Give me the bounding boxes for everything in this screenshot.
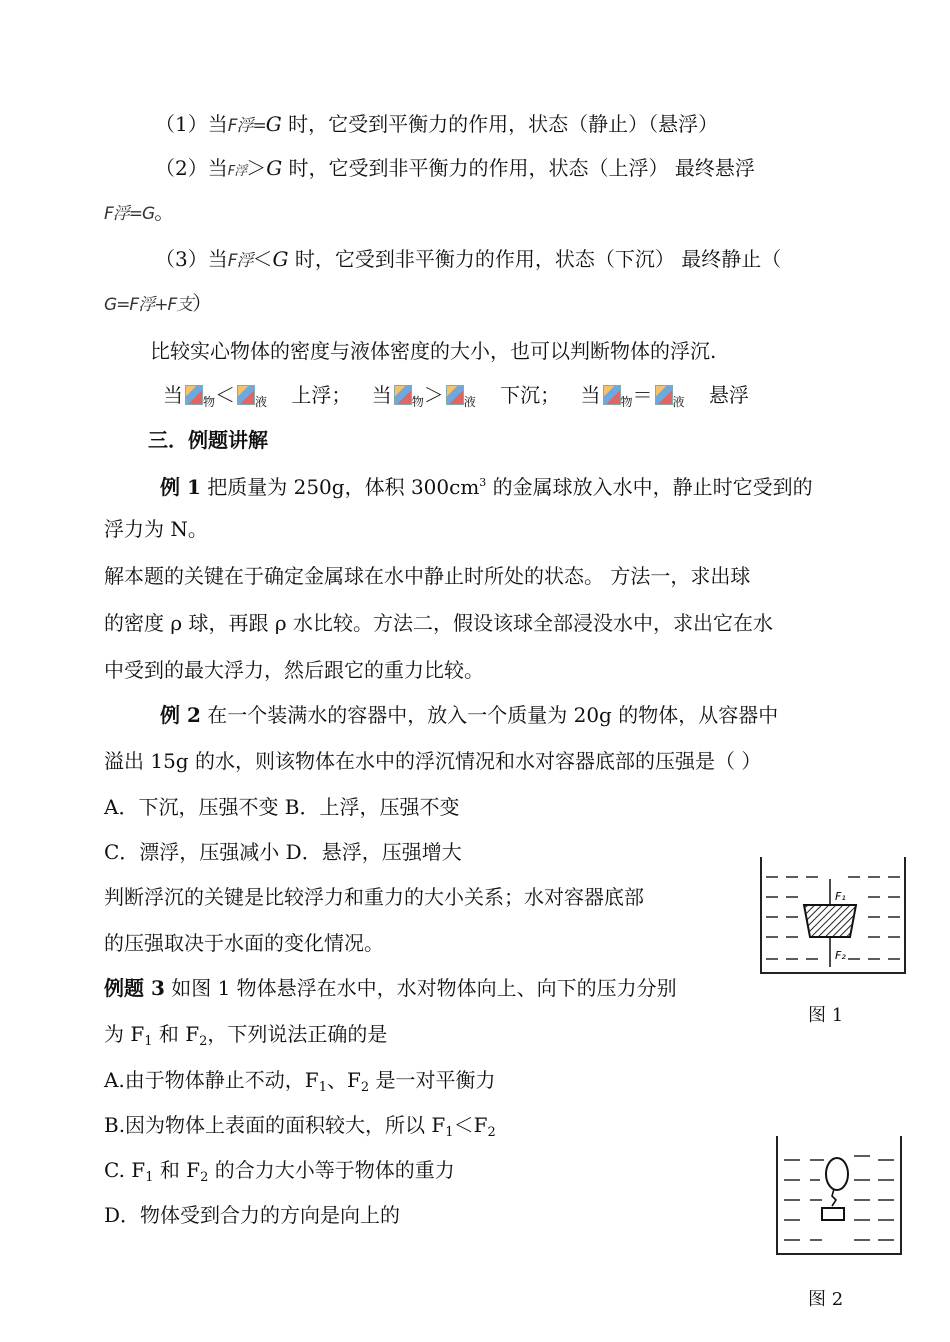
example-label: 例题 3 [104,976,165,1000]
f2-label: F₂ [835,949,846,962]
example-3-line-1 [104,974,677,1002]
text: A.由于物体静止不动，F [104,1068,319,1092]
gravity-symbol: G [272,247,289,271]
text: 、F [326,1068,361,1092]
text: 的金属球放入水中，静止时它受到的 [486,475,813,499]
subscript: 液 [463,395,476,409]
figure-2-caption: 图 2 [808,1289,844,1310]
subscript: 2 [360,1080,370,1095]
figure-2-diagram [774,1134,904,1256]
section-heading: 三．例题讲解 [148,428,268,452]
subscript: 物 [620,395,633,409]
example-3-option-b [104,1111,496,1147]
example-3-option-a [104,1066,496,1102]
text: 当 [163,383,183,407]
gravity-symbol: G [266,156,283,180]
example-3-line-2 [104,1020,387,1056]
f1-label: F₁ [835,890,846,903]
example-2-line-2: 溢出 15g 的水，则该物体在水中的浮沉情况和水对容器底部的压强是（ ） [104,749,762,773]
subscript: 物 [203,395,216,409]
text: 上浮； [291,383,352,407]
text: 把质量为 250g，体积 300cm [200,475,480,499]
example-2-hint-1: 判断浮沉的关键是比较浮力和重力的大小关系；水对容器底部 [104,885,644,909]
rho-image-icon [237,385,255,405]
balloon [826,1158,848,1190]
text: 时，它受到非平衡力的作用，状态（下沉） 最终静止（ [288,247,782,271]
subscript: 液 [672,395,685,409]
text: ，下列说法正确的是 [207,1022,388,1046]
subscript: 物 [411,395,424,409]
text: 和 F [153,1158,201,1182]
superscript: 3 [479,476,487,489]
text: 时，它受到平衡力的作用，状态（静止）（悬浮） [281,112,719,136]
text: 悬浮 [708,383,749,407]
example-3-option-d: D．物体受到合力的方向是向上的 [104,1203,401,1227]
text: 当 [371,383,392,407]
text: （1）当 [155,112,228,136]
buoyancy-formula-image: F浮=G [104,204,155,224]
example-2-line-1 [160,701,778,729]
rho-image-icon [446,385,464,405]
less-than: ＜ [252,247,273,271]
example-1-line-1 [160,469,813,501]
figure-1-caption: 图 1 [808,1005,844,1026]
example-1-hint-2: 的密度 ρ 球，再跟 ρ 水比较。方法二，假设该球全部浸没水中，求出它在水 [104,611,773,635]
text: C. F [104,1158,146,1182]
subscript: 2 [199,1034,208,1049]
rho-image-icon [603,385,621,405]
line-condition-2 [155,154,755,186]
subscript: 2 [200,1170,209,1185]
greater-than: ＞ [246,156,267,180]
text: ） [192,291,213,315]
line-condition-1 [155,110,718,140]
line-condition-3-cont [104,289,212,319]
example-label: 例 2 [160,703,201,727]
less-than: ＜ [215,383,236,407]
text: 的合力大小等于物体的重力 [208,1158,455,1182]
subscript: 1 [318,1080,327,1095]
example-2-options-1: A．下沉，压强不变 B．上浮，压强不变 [104,795,460,819]
block [822,1208,844,1220]
text: （2）当 [155,156,228,180]
text: 。 [154,200,175,224]
subscript: 2 [487,1125,496,1140]
gravity-symbol: G [265,112,282,136]
suspended-object [804,905,856,937]
example-1-line-2: 浮力为 N。 [104,517,208,541]
text: 时，它受到非平衡力的作用，状态（上浮） 最终悬浮 [282,156,755,180]
text: 当 [580,383,601,407]
figure-1-diagram [758,855,908,977]
subscript: 1 [144,1034,153,1049]
example-1-hint-3: 中受到的最大浮力，然后跟它的重力比较。 [104,658,484,682]
subscript: 1 [145,1170,154,1185]
rho-image-icon [394,385,412,405]
example-2-hint-2: 的压强取决于水面的变化情况。 [104,931,384,955]
equals: ＝ [632,383,653,407]
rho-image-icon [655,385,673,405]
line-condition-2-cont [104,198,174,228]
buoyancy-formula-image: F浮 [227,164,247,179]
equilibrium-formula-image: G=F浮+F支 [104,295,193,315]
text: 在一个装满水的容器中，放入一个质量为 20g 的物体，从容器中 [200,703,779,727]
text: B.因为物体上表面的面积较大，所以 F [104,1113,446,1137]
rho-image-icon [185,385,203,405]
text: 如图 1 物体悬浮在水中，水对物体向上、向下的压力分别 [164,976,677,1000]
text: 为 F [104,1022,145,1046]
density-comparison-rules [163,381,749,416]
buoyancy-formula-image: F浮= [227,116,266,136]
buoyancy-formula-image: F浮 [227,251,253,271]
example-1-hint-1: 解本题的关键在于确定金属球在水中静止时所处的状态。 方法一，求出球 [104,564,751,588]
greater-than: ＞ [423,383,444,407]
example-2-options-2: C．漂浮，压强减小 D．悬浮，压强增大 [104,840,462,864]
text: （3）当 [155,247,228,271]
subscript: 液 [255,395,268,409]
text: 是一对平衡力 [369,1068,496,1092]
text: 和 F [152,1022,200,1046]
example-label: 例 1 [160,475,201,499]
subscript: 1 [445,1125,454,1140]
example-3-option-c [104,1156,455,1192]
text: 下沉； [500,383,561,407]
text: ＜F [453,1113,488,1137]
density-comparison-intro: 比较实心物体的密度与液体密度的大小，也可以判断物体的浮沉. [150,339,717,363]
line-condition-3 [155,245,781,275]
